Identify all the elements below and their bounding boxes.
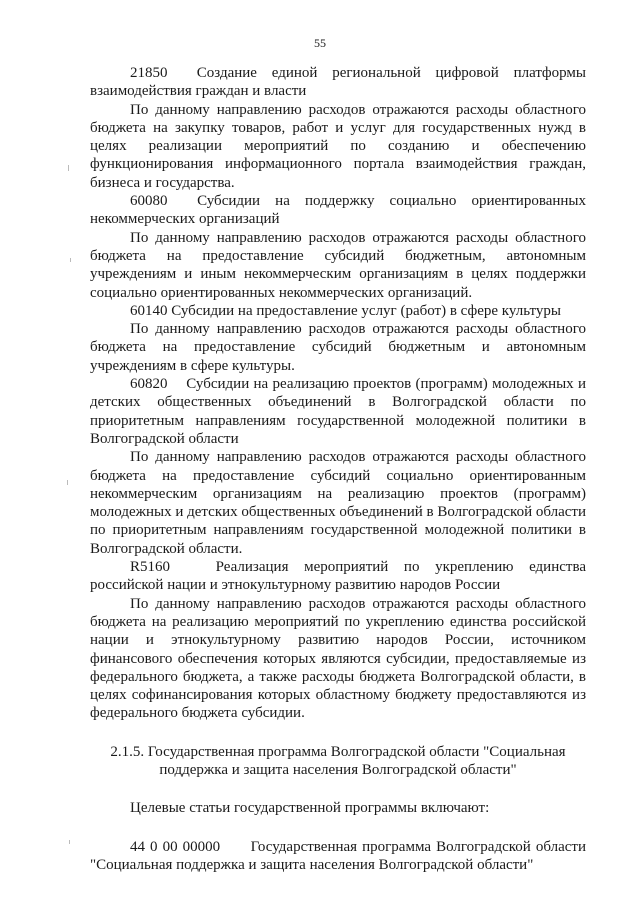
budget-item-60140 xyxy=(90,302,586,320)
section-heading xyxy=(90,743,586,780)
budget-item-title: Создание единой региональной цифровой платформы взаимодействия граждан и власти xyxy=(90,65,586,100)
scan-mark xyxy=(67,480,68,485)
budget-item-title: Субсидии на предоставление услуг (работ) в сфере культуры xyxy=(171,302,561,319)
budget-item-title: Реализация мероприятий по укреплению единства российской нации и этнокультурному развитию народов России xyxy=(90,559,586,594)
budget-item-title: Субсидии на реализацию проектов (программ) молодежных и детских общественных объединений в Волгоградской области по приоритетным направлениям государственной молодежной политики в Волгоградской области xyxy=(90,376,587,447)
scan-mark xyxy=(69,840,70,844)
budget-item-description: По данному направлению расходов отражаются расходы областного бюджета на реализацию мероприятий по укреплению единства российской нации и этнокультурному развитию народов России, источником финансового обеспечения которых являются субсидии, предоставляемые из федерального бюджета, а также расходы бюджета Волгоградской области, в целях софинансирования которых областному бюджету предоставляются из федерального бюджета субсидии. xyxy=(90,595,586,722)
budget-item-60820 xyxy=(90,375,586,448)
program-item xyxy=(90,838,586,875)
budget-item-r5160 xyxy=(90,558,586,595)
budget-code: 60820 xyxy=(130,376,168,393)
budget-item-title: Субсидии на поддержку социально ориентированных некоммерческих организаций xyxy=(90,193,587,228)
budget-code: 21850 xyxy=(130,65,168,81)
intro-text: Целевые статьи государственной программы включают: xyxy=(130,800,490,817)
budget-item-description: По данному направлению расходов отражаются расходы областного бюджета на предоставление субсидий бюджетным, автономным учреждениям и иным некоммерческим организациям в целях поддержки социально ориентированных некоммерческих организаций. xyxy=(90,229,586,301)
budget-code: 60140 xyxy=(130,302,168,319)
program-code: 44 0 00 00000 xyxy=(130,838,221,855)
budget-item-description: По данному направлению расходов отражаются расходы областного бюджета на закупку товаров, работ и услуг для государственных нужд в целях реализации мероприятий по созданию и обеспечению функционирования информационного портала взаимодействия граждан, бизнеса и государства. xyxy=(90,101,586,191)
scan-mark xyxy=(70,258,71,262)
section-heading-line: 2.1.5. Государственная программа Волгоградской области "Социальная xyxy=(110,743,566,760)
scan-mark xyxy=(68,165,69,171)
document-body xyxy=(90,64,586,874)
budget-item-21850 xyxy=(90,64,586,101)
budget-code: R5160 xyxy=(130,559,171,576)
budget-item-description: По данному направлению расходов отражаются расходы областного бюджета на предоставление субсидий социально ориентированным некоммерческим организациям на реализацию проектов (программ) молодежных и детских общественных объединений в Волгоградской области по приоритетным направлениям государственной молодежной политики в Волгоградской области. xyxy=(90,449,586,557)
budget-code: 60080 xyxy=(130,193,168,210)
section-heading-line: поддержка и защита населения Волгоградской области" xyxy=(159,761,517,778)
budget-item-60080 xyxy=(90,192,586,229)
page-number: 55 xyxy=(314,36,326,50)
budget-item-description: По данному направлению расходов отражаются расходы областного бюджета на предоставление субсидий бюджетным и автономным учреждениям в сфере культуры. xyxy=(90,321,586,374)
program-title: Государственная программа Волгоградской области "Социальная поддержка и защита населения Волгоградской области" xyxy=(90,838,586,873)
